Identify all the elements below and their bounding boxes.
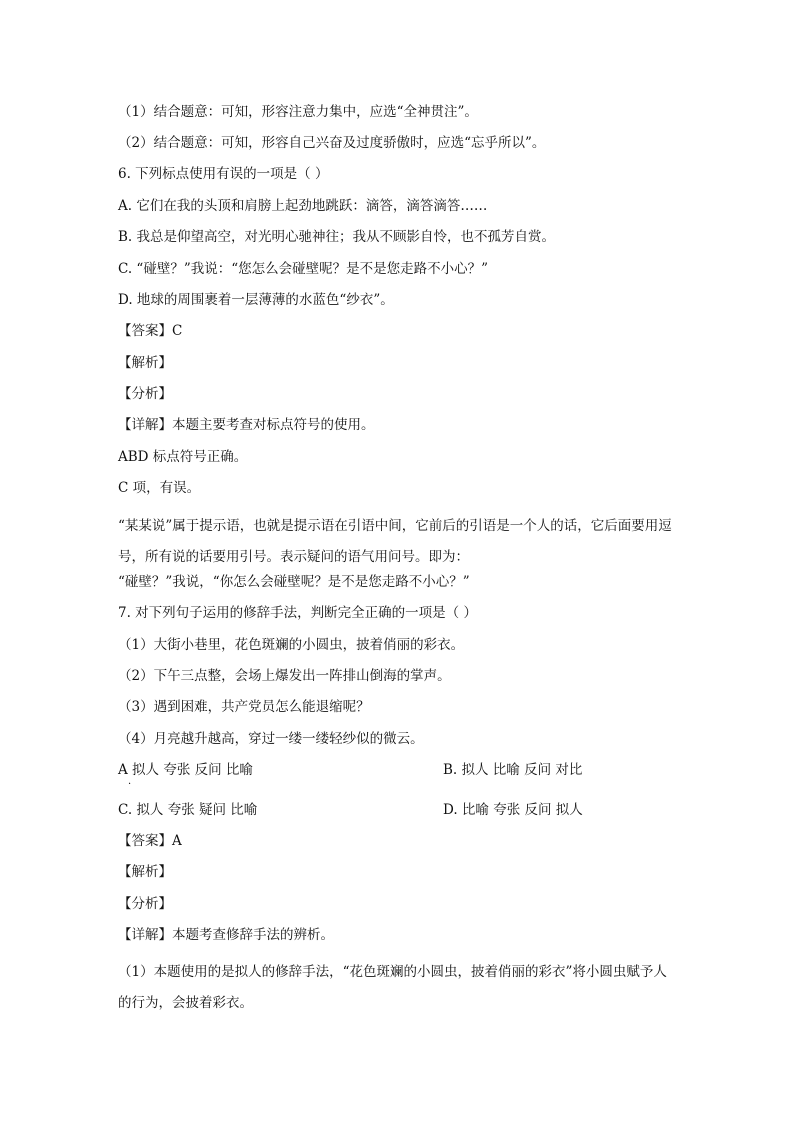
question-6-detail: 【详解】本题主要考查对标点符号的使用。 [118,417,375,433]
question-6-corrected-sentence: “碰壁？”我说，“你怎么会碰壁呢？是不是您走路不小心？” [118,574,470,590]
question-7-sentence-4: （4）月亮越升越高，穿过一缕一缕轻纱似的微云。 [118,731,424,747]
question-7-sentence-1: （1）大街小巷里，花色斑斓的小圆虫，披着俏丽的彩衣。 [118,637,465,653]
prev-explain-2: （2）结合题意：可知，形容自己兴奋及过度骄傲时，应选“忘乎所以”。 [118,135,546,151]
question-7-stem: 7. 对下列句子运用的修辞手法，判断完全正确的一项是（ ） [118,605,477,621]
question-7-explanation-1: （1）本题使用的是拟人的修辞手法，“花色斑斓的小圆虫，披着俏丽的彩衣”将小圆虫赋予人的行为，会披着彩衣。 [118,964,667,1011]
question-6-option-c: C. “碰壁？”我说：“您怎么会碰壁呢？是不是您走路不小心？” [118,261,489,277]
prev-explain-1: （1）结合题意：可知，形容注意力集中，应选“全神贯注”。 [118,104,478,120]
question-6-option-b: B. 我总是仰望高空，对光明心驰神往；我从不顾影自怜，也不孤芳自赏。 [118,229,556,245]
question-6-answer: 【答案】C [118,323,183,339]
question-7-sentence-3: （3）遇到困难，共产党员怎么能退缩呢？ [118,699,370,715]
question-6-explanation: “某某说”属于提示语，也就是提示语在引语中间，它前后的引语是一个人的话，它后面要用逗号，所有说的话要用引号。表示疑问的语气用问号。即为： [118,518,672,565]
question-6-abd-correct: ABD 标点符号正确。 [118,449,248,465]
question-7-detail: 【详解】本题考查修辞手法的辨析。 [118,927,334,943]
question-6-analysis-label: 【解析】 [118,355,172,371]
option-a-emphasis-dot: · [128,779,132,790]
question-6-stem: 6. 下列标点使用有误的一项是（ ） [118,166,329,182]
question-7-option-b: B. 拟人 比喻 反问 对比 [443,762,583,778]
question-7-fenxi-label: 【分析】 [118,896,172,912]
question-7-sentence-2: （2）下午三点整，会场上爆发出一阵排山倒海的掌声。 [118,668,451,684]
question-6-option-a: A. 它们在我的头顶和肩膀上起劲地跳跃：滴答，滴答滴答…… [118,198,488,214]
question-6-c-wrong: C 项，有误。 [118,480,201,496]
question-6-fenxi-label: 【分析】 [118,386,172,402]
question-7-answer: 【答案】A [118,833,182,849]
question-7-option-c: C. 拟人 夸张 疑问 比喻 [118,802,258,818]
question-6-option-d: D. 地球的周围裹着一层薄薄的水蓝色“纱衣”。 [118,292,394,308]
question-7-option-a: A 拟人 夸张 反问 比喻 [118,762,253,778]
question-7-analysis-label: 【解析】 [118,864,172,880]
question-7-option-d: D. 比喻 夸张 反问 拟人 [443,802,583,818]
